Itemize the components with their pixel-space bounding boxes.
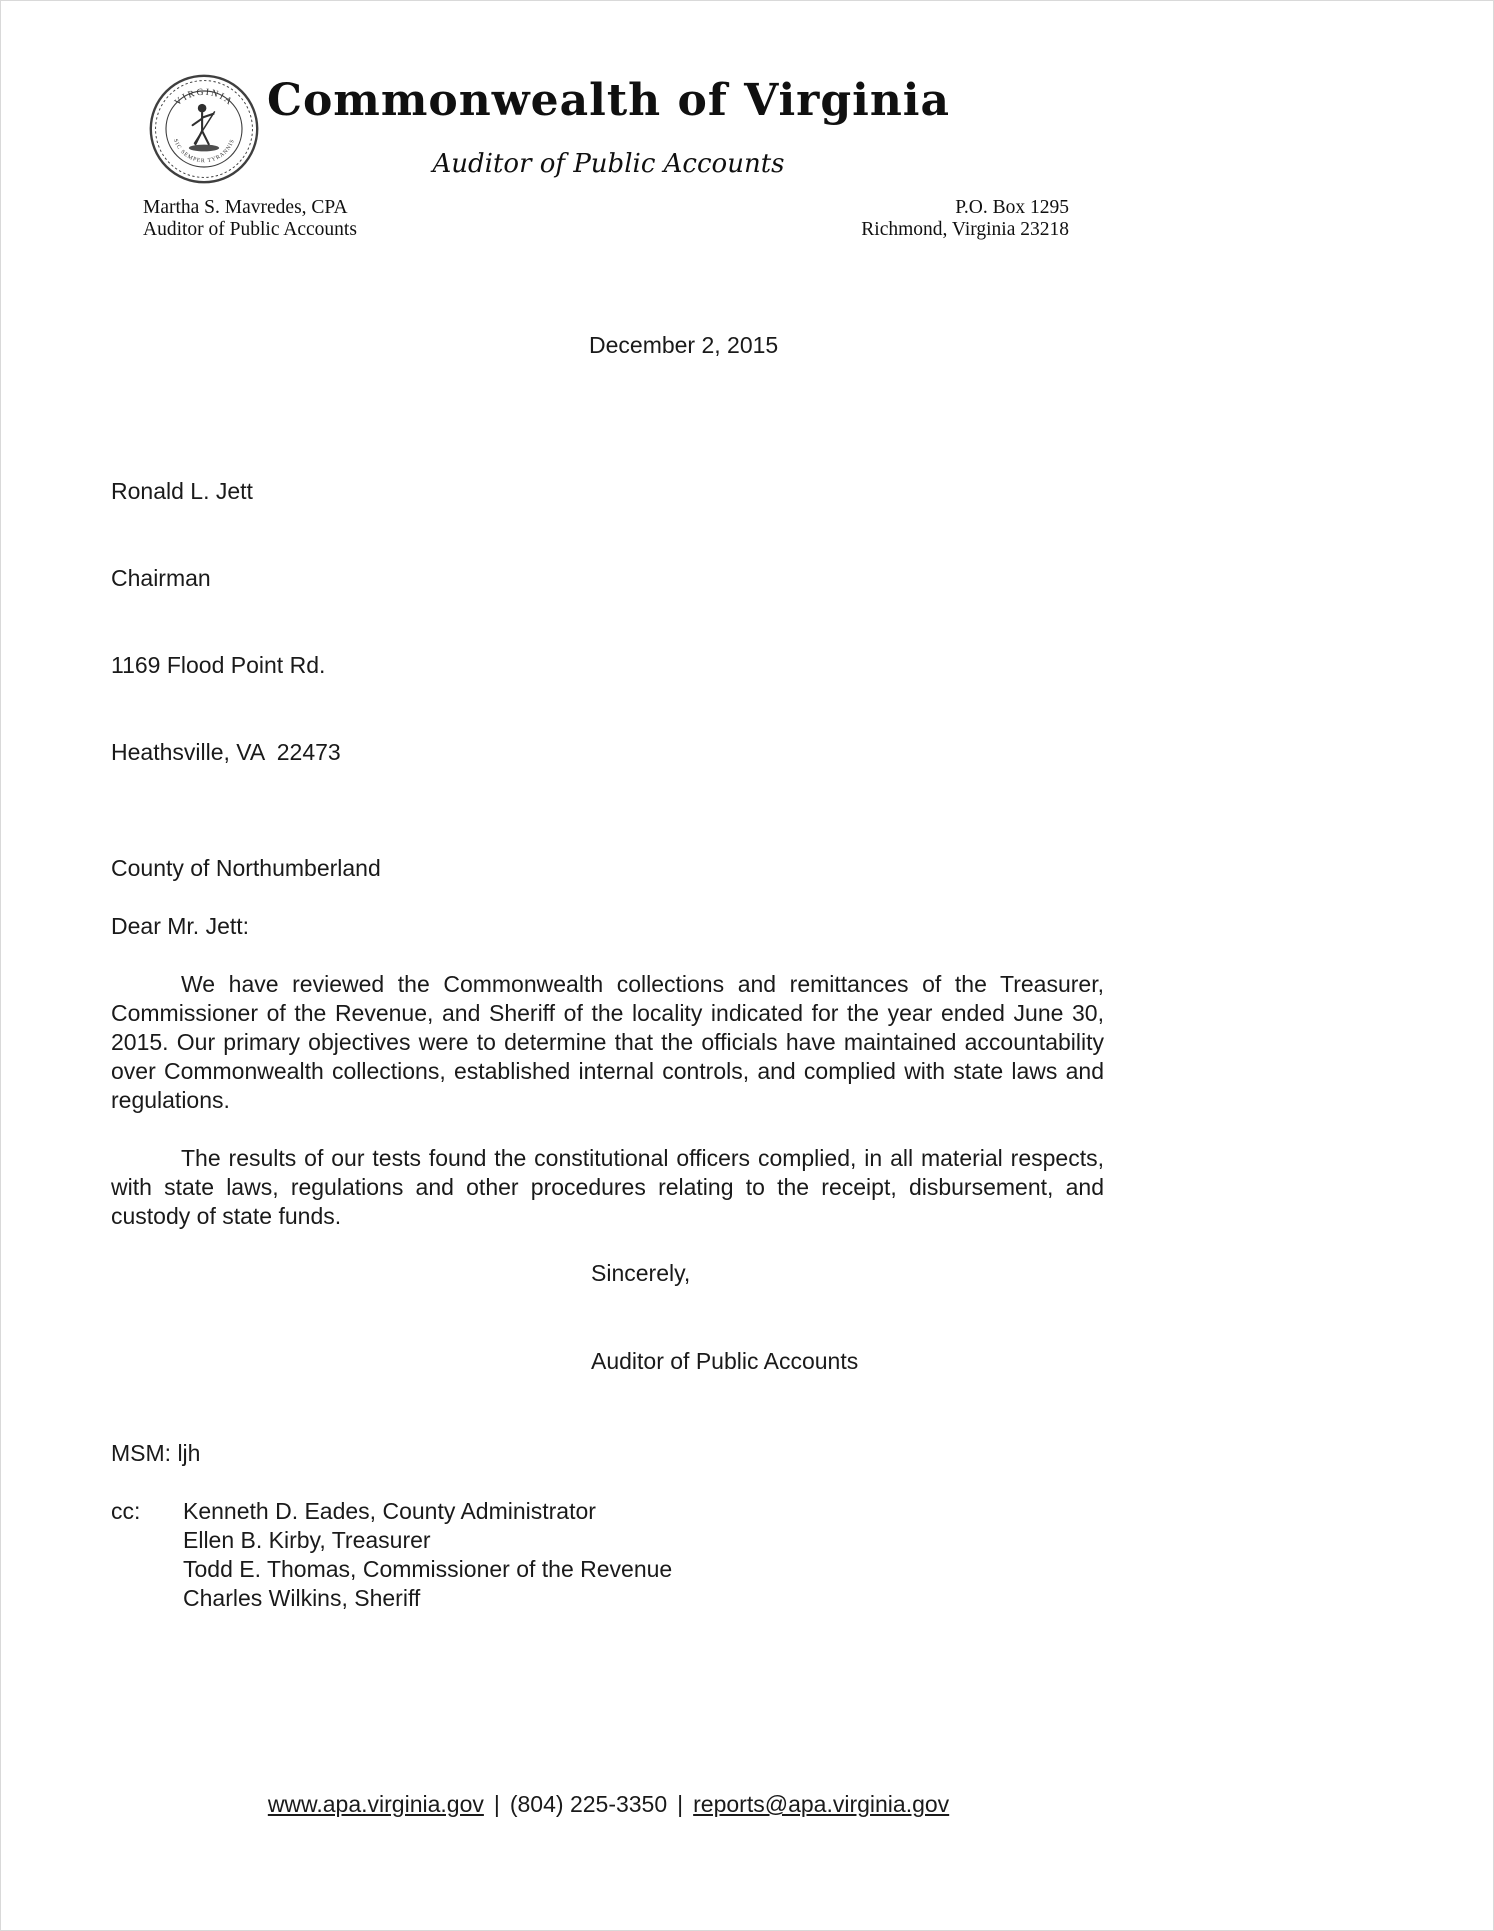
recipient-city-state-zip: Heathsville, VA 22473 [111,739,341,765]
recipient-name: Ronald L. Jett [111,478,253,504]
cc-names [183,1497,672,1613]
footer-separator: | [677,1791,684,1817]
office-address-block [861,197,1069,241]
cc-name: Kenneth D. Eades, County Administrator [183,1498,596,1524]
letterhead-title: Commonwealth of Virginia [266,75,951,126]
paragraph-2: The results of our tests found the constitutional officers complied, in all material respects, with state laws, regulations and other procedures relating to the receipt, disbursement, and custody of state funds. [111,1145,1104,1229]
cc-name: Todd E. Thomas, Commissioner of the Revenue [183,1556,673,1582]
seal-top-text: VIRGINIA [173,87,235,109]
official-title: Auditor of Public Accounts [143,219,357,240]
official-block [143,197,357,241]
cc-block [111,1497,1104,1613]
signature-title: Auditor of Public Accounts [591,1348,859,1374]
page-footer [111,1791,1106,1818]
cc-label: cc: [111,1498,141,1524]
recipient-title: Chairman [111,565,211,591]
recipient-block [111,419,1104,825]
address-line-2: Richmond, Virginia 23218 [861,219,1069,240]
footer-separator: | [493,1791,500,1817]
website-link[interactable]: www.apa.virginia.gov [267,1791,484,1817]
paragraph-1: We have reviewed the Commonwealth collections and remittances of the Treasurer, Commissioner of the Revenue, and Sheriff of the locality indicated for the year ended June 30, 2015. Our primary objectives were to determine that the officials have maintained accountability over Commonwealth collections, established internal controls, and complied with state laws and regulations. [111,971,1104,1113]
email-link[interactable]: reports@apa.virginia.gov [693,1791,950,1817]
letter-date: December 2, 2015 [589,332,779,358]
cc-name: Charles Wilkins, Sheriff [183,1585,421,1611]
phone-number: (804) 225-3350 [509,1791,668,1817]
letterhead-subtitle: Auditor of Public Accounts [432,149,785,179]
cc-name: Ellen B. Kirby, Treasurer [183,1527,431,1553]
seal-motto-text: SIC SEMPER TYRANNIS [171,138,237,165]
closing: Sincerely, [591,1260,691,1286]
locality-line: County of Northumberland [111,855,381,881]
letterhead [1,1,1493,241]
recipient-street: 1169 Flood Point Rd. [111,652,326,678]
official-name: Martha S. Mavredes, CPA [143,197,348,218]
address-line-1: P.O. Box 1295 [955,197,1069,218]
salutation: Dear Mr. Jett: [111,913,250,939]
letter-body [111,331,1104,1613]
reference-initials: MSM: ljh [111,1440,201,1466]
